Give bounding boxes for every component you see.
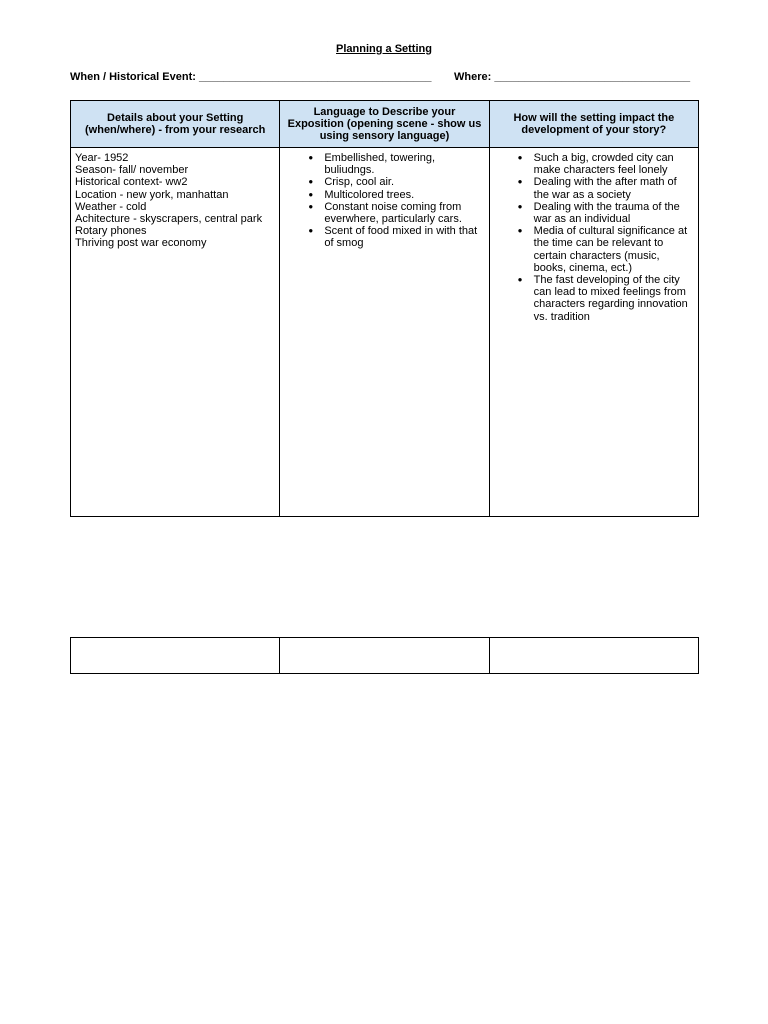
detail-line: Location - new york, manhattan bbox=[75, 188, 229, 201]
blank-cell bbox=[280, 638, 489, 674]
detail-line: Historical context- ww2 bbox=[75, 176, 188, 189]
where-field-label: Where: ________________________________ bbox=[454, 71, 691, 83]
impact-item: ● Such a big, crowded city can make characters feel lonely bbox=[534, 152, 694, 176]
page-title: Planning a Setting bbox=[336, 43, 432, 55]
language-list bbox=[284, 152, 484, 250]
blank-cell bbox=[71, 638, 280, 674]
setting-table bbox=[70, 100, 699, 517]
detail-line: Achitecture - skyscrapers, central park bbox=[75, 213, 263, 226]
header-impact: How will the setting impact the development of your story? bbox=[489, 101, 698, 148]
language-item: ● Constant noise coming from everwhere, particularly cars. bbox=[324, 201, 484, 225]
header-row bbox=[71, 101, 699, 148]
impact-list bbox=[494, 152, 694, 323]
language-item: ● Crisp, cool air. bbox=[324, 176, 484, 188]
impact-item: ● Dealing with the after math of the war as a society bbox=[534, 176, 694, 200]
detail-line: Thriving post war economy bbox=[75, 237, 207, 250]
blank-row bbox=[71, 638, 699, 674]
language-cell bbox=[280, 148, 489, 517]
detail-line: Season- fall/ november bbox=[75, 164, 189, 177]
detail-line: Year- 1952 bbox=[75, 152, 129, 164]
header-language: Language to Describe your Exposition (opening scene - show us using sensory language) bbox=[280, 101, 489, 148]
details-cell bbox=[71, 148, 280, 517]
impact-item: ● The fast developing of the city can lead to mixed feelings from characters regarding innovation vs. tradition bbox=[534, 274, 694, 323]
impact-item: ● Media of cultural significance at the time can be relevant to certain characters (music, books, cinema, ect.) bbox=[534, 225, 694, 274]
impact-item: ● Dealing with the trauma of the war as an individual bbox=[534, 201, 694, 225]
detail-line: Rotary phones bbox=[75, 225, 147, 238]
content-row bbox=[71, 148, 699, 517]
language-item: ● Embellished, towering, buliudngs. bbox=[324, 152, 484, 176]
detail-line: Weather - cold bbox=[75, 200, 147, 213]
language-item: ● Scent of food mixed in with that of smog bbox=[324, 225, 484, 249]
language-item: ● Multicolored trees. bbox=[324, 189, 484, 201]
when-field-label: When / Historical Event: ______________________________________ bbox=[70, 71, 432, 83]
impact-cell bbox=[489, 148, 698, 517]
blank-cell bbox=[489, 638, 698, 674]
header-details: Details about your Setting (when/where) - from your research bbox=[71, 101, 280, 148]
header-fields bbox=[70, 71, 691, 83]
blank-table bbox=[70, 637, 699, 674]
